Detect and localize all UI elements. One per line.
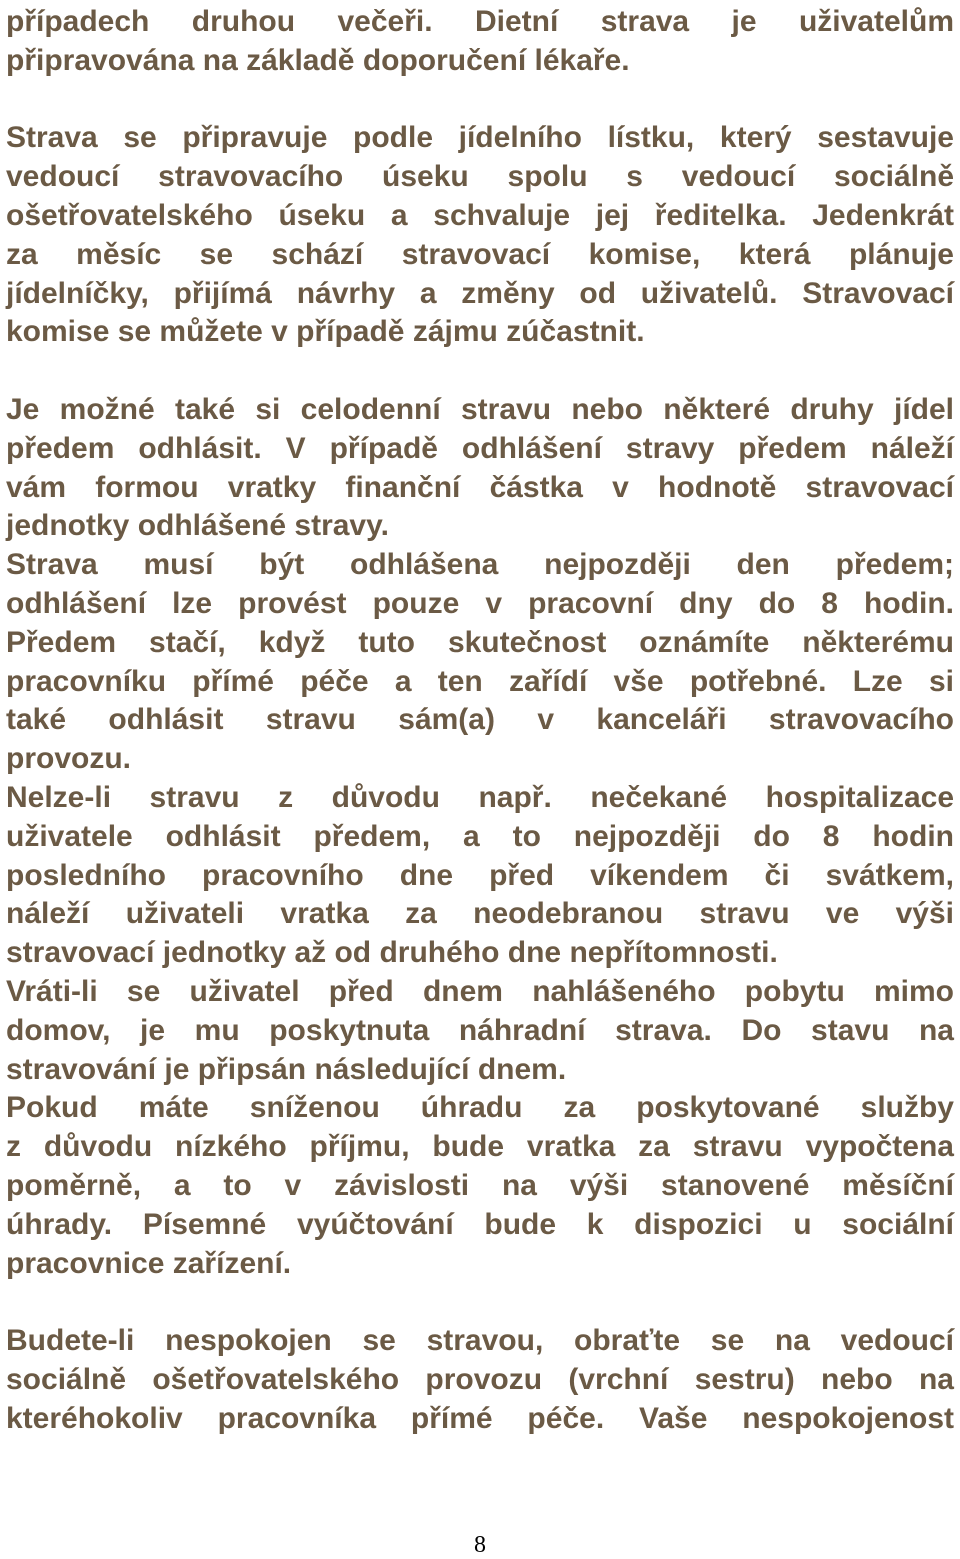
paragraph-menu-preparation (6, 119, 954, 352)
text-line: Strava musí být odhlášena nejpozději den předem; (6, 548, 954, 582)
paragraph-reduced-payment (6, 1089, 954, 1283)
text-line: odhlášení lze provést pouze v pracovní dny do 8 hodin. (6, 586, 954, 620)
text-line: uživatele odhlásit předem, a to nejpozději do 8 hodin (6, 819, 954, 853)
text-line: Pokud máte sníženou úhradu za poskytované služby (6, 1091, 954, 1125)
text-line: také odhlásit stravu sám(a) v kanceláři stravovacího (6, 703, 954, 737)
text-line: provozu. (6, 742, 131, 776)
text-line: sociálně ošetřovatelského provozu (vrchní sestru) nebo na (6, 1362, 954, 1396)
text-line: komise se můžete v případě zájmu zúčastnit. (6, 315, 645, 349)
paragraph-dietary-note (6, 3, 954, 81)
text-line: Předem stačí, když tuto skutečnost oznámíte některému (6, 625, 954, 659)
text-line: Strava se připravuje podle jídelního lístku, který sestavuje (6, 121, 954, 155)
paragraph-early-return (6, 973, 954, 1089)
text-line: připravována na základě doporučení lékaře. (6, 43, 630, 77)
text-line: Je možné také si celodenní stravu nebo některé druhy jídel (6, 392, 954, 426)
text-line: posledního pracovního dne před víkendem či svátkem, (6, 858, 954, 892)
text-line: jednotky odhlášené stravy. (6, 509, 389, 543)
text-line: poměrně, a to v závislosti na výši stanovené měsíční (6, 1168, 954, 1202)
document-page (6, 0, 954, 1438)
text-line: předem odhlásit. V případě odhlášení stravy předem náleží (6, 431, 954, 465)
text-line: jídelníčky, přijímá návrhy a změny od uživatelů. Stravovací (6, 276, 954, 310)
text-line: úhrady. Písemné vyúčtování bude k dispozici u sociální (6, 1207, 954, 1241)
text-line: pracovnice zařízení. (6, 1246, 292, 1280)
page-number: 8 (474, 1532, 486, 1558)
text-line: domov, je mu poskytnuta náhradní strava. Do stavu na (6, 1013, 954, 1047)
text-line: Vráti-li se uživatel před dnem nahlášeného pobytu mimo (6, 974, 954, 1008)
text-line: případech druhou večeři. Dietní strava je uživatelům (6, 5, 954, 38)
text-line: náleží uživateli vratka za neodebranou stravu ve výši (6, 897, 954, 931)
text-line: stravovací jednotky až od druhého dne nepřítomnosti. (6, 936, 778, 970)
text-line: pracovníku přímé péče a ten zařídí vše potřebné. Lze si (6, 664, 954, 698)
paragraph-cancellation-deadline (6, 546, 954, 779)
text-line: Nelze-li stravu z důvodu např. nečekané hospitalizace (6, 780, 954, 814)
paragraph-complaints (6, 1322, 954, 1438)
text-line: stravování je připsán následující dnem. (6, 1052, 567, 1086)
text-line: z důvodu nízkého příjmu, bude vratka za stravu vypočtena (6, 1130, 954, 1164)
paragraph-hospitalization-refund (6, 779, 954, 973)
text-line: Budete-li nespokojen se stravou, obraťte se na vedoucí (6, 1324, 954, 1358)
text-line: ošetřovatelského úseku a schvaluje jej ředitelka. Jedenkrát (6, 198, 954, 232)
text-line: vám formou vratky finanční částka v hodnotě stravovací (6, 470, 954, 504)
text-line: za měsíc se schází stravovací komise, která plánuje (6, 237, 954, 271)
paragraph-meal-cancellation (6, 391, 954, 546)
text-line: vedoucí stravovacího úseku spolu s vedoucí sociálně (6, 160, 954, 194)
text-line: kteréhokoliv pracovníka přímé péče. Vaše nespokojenost (6, 1401, 954, 1435)
